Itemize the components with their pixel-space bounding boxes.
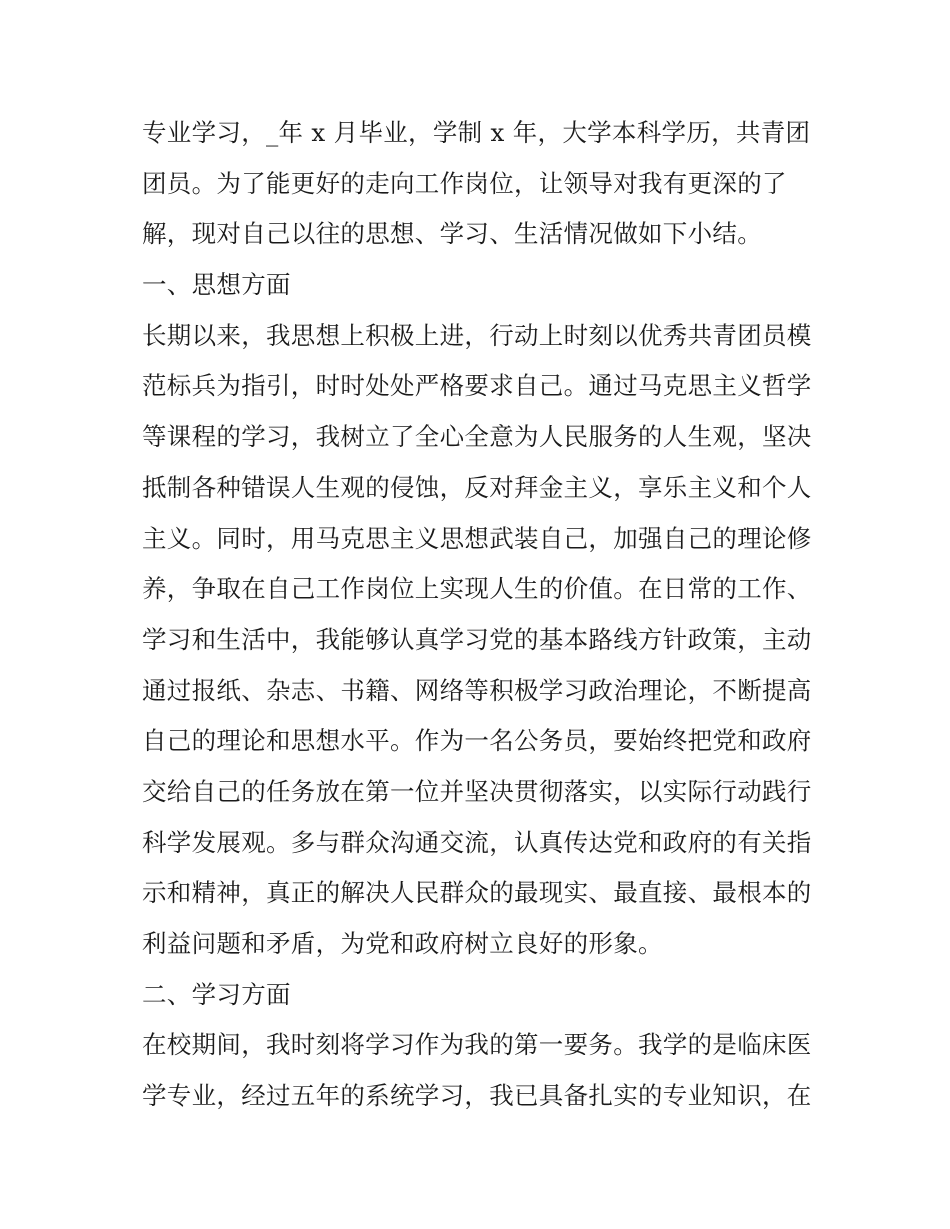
text-line: 示和精神，真正的解决人民群众的最现实、最直接、最根本的 — [142, 878, 812, 908]
text-line: 长期以来，我思想上积极上进，行动上时刻以优秀共青团员模 — [142, 320, 812, 350]
text-line: 主义。同时，用马克思主义思想武装自己，加强自己的理论修 — [142, 523, 812, 553]
text-line: 解，现对自己以往的思想、学习、生活情况做如下小结。 — [142, 219, 762, 249]
section-heading-study: 二、学习方面 — [142, 979, 291, 1009]
text-line: 在校期间，我时刻将学习作为我的第一要务。我学的是临床医 — [142, 1030, 812, 1060]
text-line: 学专业，经过五年的系统学习，我已具备扎实的专业知识，在 — [142, 1081, 812, 1111]
text-line: 范标兵为指引，时时处处严格要求自己。通过马克思主义哲学 — [142, 371, 812, 401]
text-line: 专业学习，_年 x 月毕业，学制 x 年，大学本科学历，共青团 — [142, 118, 811, 147]
text-line: 交给自己的任务放在第一位并坚决贯彻落实，以实际行动践行 — [142, 776, 812, 806]
text-line: 养，争取在自己工作岗位上实现人生的价值。在日常的工作、 — [142, 574, 812, 604]
text-line: 学习和生活中，我能够认真学习党的基本路线方针政策，主动 — [142, 624, 812, 654]
text-line: 抵制各种错误人生观的侵蚀，反对拜金主义，享乐主义和个人 — [142, 472, 812, 502]
text-line: 等课程的学习，我树立了全心全意为人民服务的人生观，坚决 — [142, 422, 812, 452]
text-line: 团员。为了能更好的走向工作岗位，让领导对我有更深的了 — [142, 168, 787, 198]
text-line: 通过报纸、杂志、书籍、网络等积极学习政治理论，不断提高 — [142, 675, 812, 705]
text-line: 科学发展观。多与群众沟通交流，认真传达党和政府的有关指 — [142, 827, 812, 857]
text-line: 利益问题和矛盾，为党和政府树立良好的形象。 — [142, 929, 663, 958]
text-line: 自己的理论和思想水平。作为一名公务员，要始终把党和政府 — [142, 726, 812, 756]
body-text — [142, 108, 822, 1122]
section-heading-thought: 一、思想方面 — [142, 270, 291, 300]
